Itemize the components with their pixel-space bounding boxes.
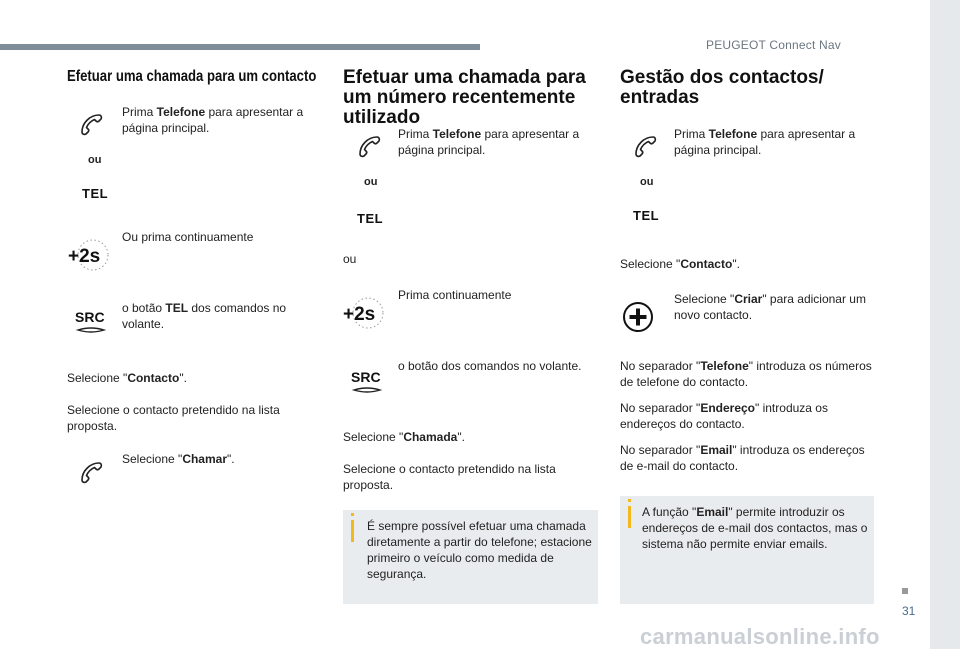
svg-text:SRC: SRC [75,309,105,325]
col2-or: ou [364,176,378,188]
col1-step1: Prima Telefone para apresentar a página principal. [122,105,304,135]
col3-step5: No separador "Endereço" introduza os endereços do contacto. [620,401,828,431]
press-2s-icon [67,236,113,274]
phone-icon [632,134,658,160]
page-number: 31 [902,604,916,618]
phone-icon [78,460,104,486]
press-2s-icon [342,294,388,332]
col1-step6: Selecione "Chamar". [122,452,235,466]
col2-title: Efetuar uma chamada para um número recentemente utilizado [343,67,586,128]
col1-step3: o botão TEL dos comandos no volante. [122,301,287,331]
phone-icon [356,134,382,160]
info-icon [351,520,354,542]
col2-step4: Selecione "Chamada". [343,430,465,444]
col2-info-box [343,510,598,604]
col3-info-box [620,496,874,604]
col3-title: Gestão dos contactos/ entradas [620,67,824,108]
col2-or-plain: ou [343,252,357,266]
col3-step1: Prima Telefone para apresentar a página principal. [674,127,856,157]
col1-step5: Selecione o contacto pretendido na lista proposta. [67,403,280,433]
phone-icon [78,112,104,138]
src-button-icon [74,306,108,340]
svg-text:+2s: +2s [343,304,376,325]
svg-text:SRC: SRC [351,369,381,385]
page-edge-band [930,0,960,649]
tel-label: TEL [633,208,660,223]
col3-step2: Selecione "Contacto". [620,257,740,271]
col2-step5: Selecione o contacto pretendido na lista proposta. [343,462,556,492]
col3-step3: Selecione "Criar" para adicionar um novo contacto. [674,292,866,322]
col1-title: Efetuar uma chamada para um contacto [67,68,317,85]
col3-step6: No separador "Email" introduza os endereços de e-mail do contacto. [620,443,865,473]
tel-label: TEL [82,186,109,201]
plus-circle-icon [622,301,654,333]
col1-step4: Selecione "Contacto". [67,371,187,385]
col1-or: ou [88,154,102,166]
page-marker [902,588,908,594]
brand-label: PEUGEOT Connect Nav [706,38,841,52]
col2-info-text: É sempre possível efetuar uma chamada diretamente a partir do telefone; estacione primeiro o veículo como medida de segurança. [367,519,592,581]
info-icon [628,506,631,528]
col1-step2: Ou prima continuamente [122,230,254,244]
svg-text:+2s: +2s [68,246,101,267]
col3-step4: No separador "Telefone" introduza os números de telefone do contacto. [620,359,872,389]
col3-or: ou [640,176,654,188]
col2-step2: Prima continuamente [398,288,512,302]
col2-step3: o botão dos comandos no volante. [398,359,582,373]
col3-info-text: A função "Email" permite introduzir os endereços de e-mail dos contactos, mas o sistema não permite enviar emails. [642,505,868,551]
tel-label: TEL [357,211,384,226]
watermark: carmanualsonline.info [640,624,880,649]
col2-step1: Prima Telefone para apresentar a página principal. [398,127,580,157]
header-rule [0,44,480,50]
src-button-icon [350,366,384,400]
